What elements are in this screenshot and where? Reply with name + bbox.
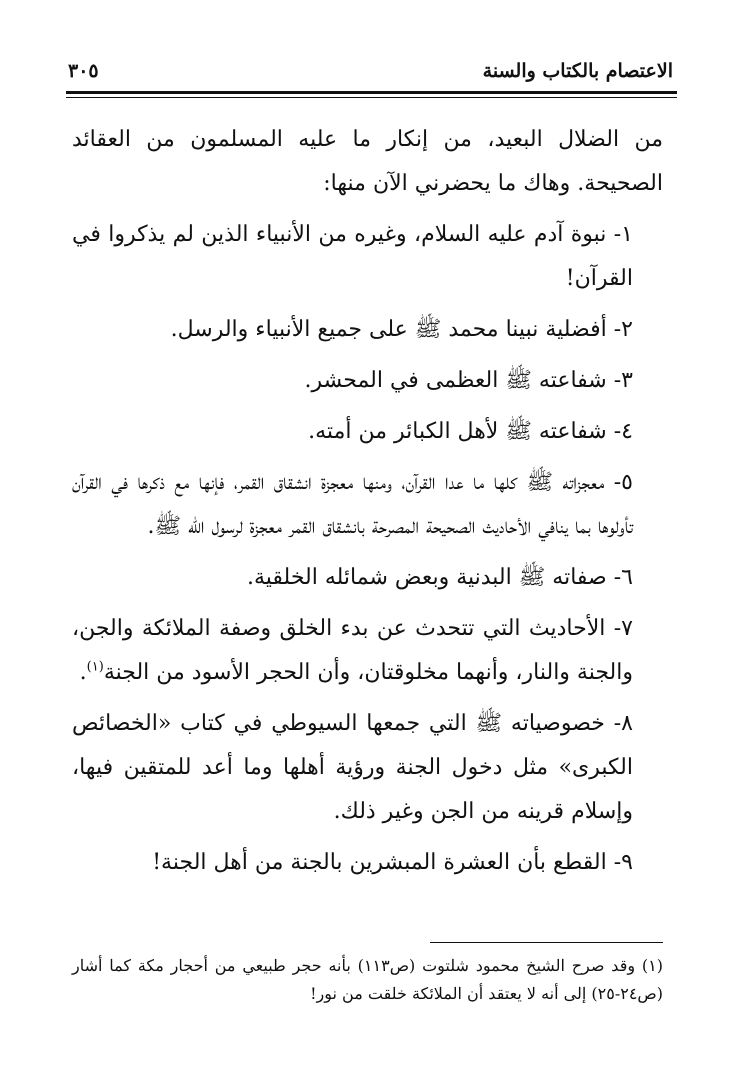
header-title: الاعتصام بالكتاب والسنة	[482, 60, 673, 82]
header-rule-thick	[66, 91, 677, 94]
list-item-5: ٥- معجزاته ﷺ كلها ما عدا القرآن، ومنها معجزة انشقاق القمر، فإنها مع ذكرها في القرآن تأولوها بما ينافي الأحاديث الصحيحة المصرحة بانشقاق القمر معجزة لرسول الله ﷺ.	[72, 470, 633, 539]
header-rule-thin	[66, 97, 677, 98]
running-header	[68, 56, 673, 86]
page-number: ٣٠٥	[68, 60, 99, 82]
list-item-6: ٦- صفاته ﷺ البدنية وبعض شمائله الخلقية.	[246, 565, 633, 590]
main-text	[72, 118, 663, 892]
paragraph-intro: من الضلال البعيد، من إنكار ما عليه المسلمون من العقائد الصحيحة. وهاك ما يحضرني الآن منها:	[72, 127, 663, 196]
list-item-7	[72, 607, 663, 695]
list-item-4: ٤- شفاعته ﷺ لأهل الكبائر من أمته.	[308, 419, 633, 444]
list-item-2: ٢- أفضلية نبينا محمد ﷺ على جميع الأنبياء والرسل.	[170, 317, 633, 342]
list-item-3: ٣- شفاعته ﷺ العظمى في المحشر.	[304, 368, 633, 393]
footnote-separator	[430, 942, 663, 943]
list-item-1: ١- نبوة آدم عليه السلام، وغيره من الأنبياء الذين لم يذكروا في القرآن!	[72, 222, 633, 291]
footnote: (١) وقد صرح الشيخ محمود شلتوت (ص١١٣) بأنه حجر طبيعي من أحجار مكة كما أشار (ص٢٤-٢٥) إلى أنه لا يعتقد أن الملائكة خلقت من نور!	[72, 956, 663, 1003]
footnote-ref: (١)	[86, 659, 104, 675]
list-item-8: ٨- خصوصياته ﷺ التي جمعها السيوطي في كتاب «الخصائص الكبرى» مثل دخول الجنة ورؤية أهلها وما أعد للمتقين فيها، وإسلام قرينه من الجن وغير ذلك.	[72, 711, 633, 824]
list-item-7-text: ٧- الأحاديث التي تتحدث عن بدء الخلق وصفة الملائكة والجن، والجنة والنار، وأنهما مخلوقتان، وأن الحجر الأسود من الجنة	[72, 616, 633, 685]
list-item-9: ٩- القطع بأن العشرة المبشرين بالجنة من أهل الجنة!	[152, 850, 633, 875]
list-item-7-end: .	[79, 660, 87, 685]
